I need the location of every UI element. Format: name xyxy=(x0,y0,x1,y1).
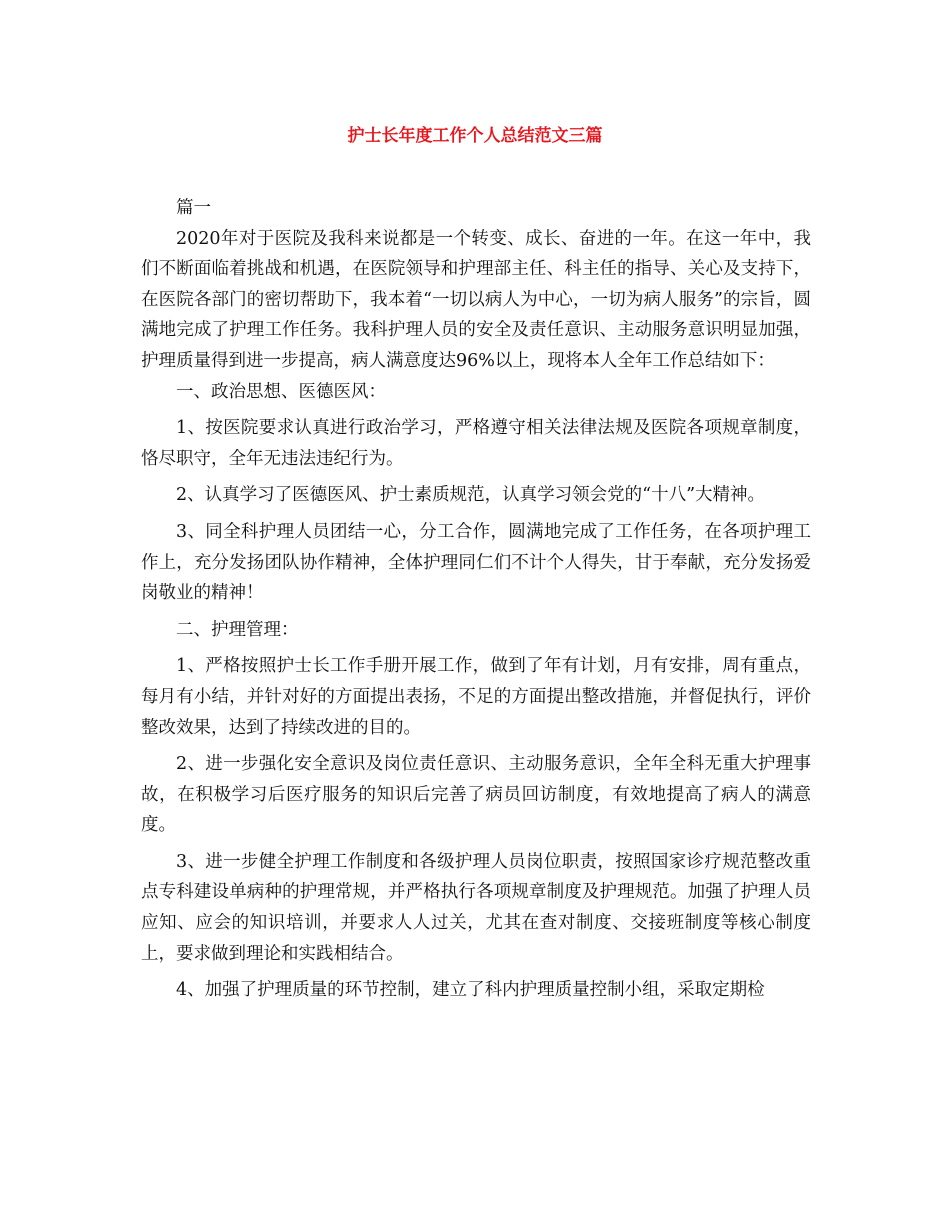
section-heading-part-one: 篇一 xyxy=(176,198,211,218)
paragraph-politics-1: 1、按医院要求认真进行政治学习，严格遵守相关法律法规及医院各项规章制度，恪尽职守，全年无违法违纪行为。 xyxy=(141,418,811,469)
paragraph-politics-3: 3、同全科护理人员团结一心，分工合作，圆满地完成了工作任务，在各项护理工作上，充分发扬团队协作精神，全体护理同仁们不计个人得失，甘于奉献，充分发扬爱岗敬业的精神！ xyxy=(141,521,811,604)
paragraph-management-1: 1、严格按照护士长工作手册开展工作，做到了年有计划，月有安排，周有重点，每月有小结，并针对好的方面提出表扬，不足的方面提出整改措施，并督促执行，评价整改效果，达到了持续改进的目的。 xyxy=(141,656,811,738)
paragraph-management-2: 2、进一步强化安全意识及岗位责任意识、主动服务意识，全年全科无重大护理事故，在积极学习后医疗服务的知识后完善了病员回访制度，有效地提高了病人的满意度。 xyxy=(141,754,811,836)
document-title: 护士长年度工作个人总结范文三篇 xyxy=(347,126,603,146)
section-heading-politics: 一、政治思想、医德医风： xyxy=(176,381,386,402)
paragraph-politics-2: 2、认真学习了医德医风、护士素质规范，认真学习领会党的“十八”大精神。 xyxy=(176,485,766,506)
intro-paragraph: 2020年对于医院及我科来说都是一个转变、成长、奋进的一年。在这一年中，我们不断面临着挑战和机遇，在医院领导和护理部主任、科主任的指导、关心及支持下，在医院各部门的密切帮助下，我本着“一切以病人为中心，一切为病人服务”的宗旨，圆满地完成了护理工作任务。我科护理人员的安全及责任意识、主动服务意识明显加强，护理质量得到进一步提高，病人满意度达96%以上，现将本人全年工作总结如下： xyxy=(141,228,811,371)
paragraph-management-3: 3、进一步健全护理工作制度和各级护理人员岗位职责，按照国家诊疗规范整改重点专科建设单病种的护理常规，并严格执行各项规章制度及护理规范。加强了护理人员应知、应会的知识培训，并要求人人过关，尤其在查对制度、交接班制度等核心制度上，要求做到理论和实践相结合。 xyxy=(141,851,811,964)
paragraph-management-4: 4、加强了护理质量的环节控制，建立了科内护理质量控制小组，采取定期检 xyxy=(176,980,765,1001)
document-body xyxy=(141,193,811,1006)
section-heading-nursing-management: 二、护理管理： xyxy=(176,619,299,640)
